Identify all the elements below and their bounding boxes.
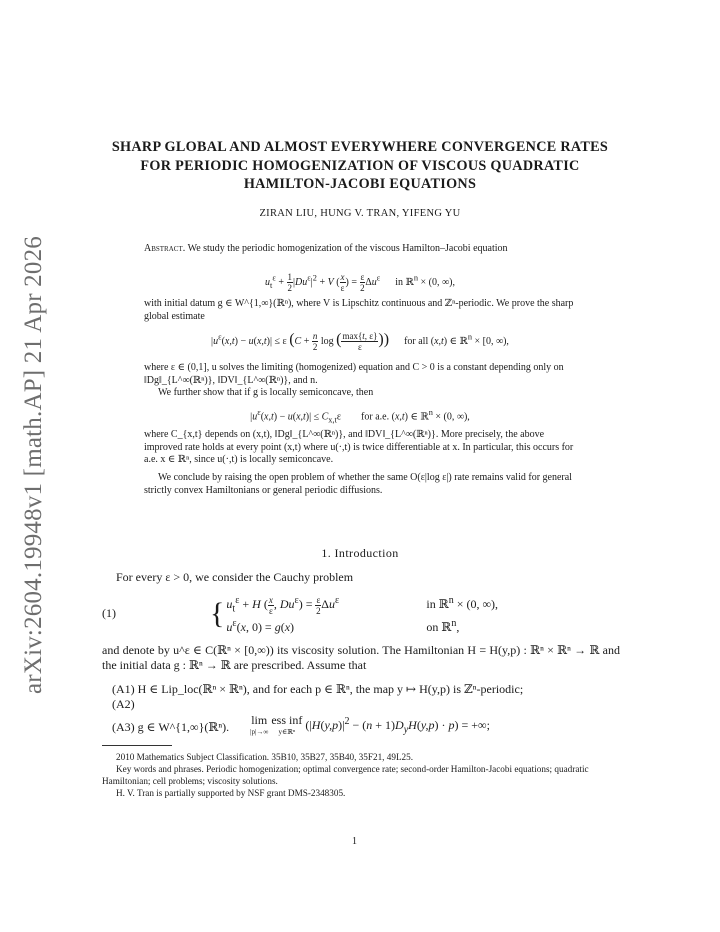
abstract-label: Abstract. [144, 243, 186, 254]
footnote-support: H. V. Tran is partially supported by NSF grant DMS-2348305. [116, 788, 346, 798]
abstract-eq-1: $u_t^\varepsilon$ + $\frac{1}{2}$ $|Du^\varepsilon|^2 + V$ ( $\frac{x}{\varepsilon}$ ) = $\frac{\varepsilon}{2}$ $\Delta u^\varepsilon$ in ℝ$^n$ × (0, ∞), [265, 272, 455, 293]
section-heading: 1. Introduction [321, 546, 399, 560]
abstract-eq-2: $|u^\varepsilon(x,t) - u(x,t)| \le \varepsilon$ (C + $\frac{n}{2}$ log ( $\frac{\max\{t, \varepsilon\}}{\varepsilon}$ )) for all (x,t) ∈ ℝ$^n$ × [0, ∞), [211, 331, 509, 353]
intro-para-1: For every ε > 0, we consider the Cauchy problem [116, 570, 354, 584]
abstract-para-1c: where ε ∈ (0,1], u solves the limiting (homogenized) equation and C > 0 is a constant depending only on ‖Dg‖_{L^∞(ℝⁿ)}, ‖DV‖_{L^∞(ℝⁿ)}, and n. [144, 362, 564, 386]
assumption-a1: (A1) H ∈ Lip_loc(ℝⁿ × ℝⁿ), and for each p ∈ ℝⁿ, the map y ↦ H(y,p) is ℤⁿ-periodic; [112, 682, 524, 696]
equation-label: (1) [102, 606, 116, 620]
abstract-para-2a: We further show that if g is locally semiconcave, then [158, 387, 374, 398]
arxiv-stamp: arXiv:2604.19948v1 [math.AP] 21 Apr 2026 [20, 236, 47, 694]
abstract-para-1b: with initial datum g ∈ W^{1,∞}(ℝⁿ), where V is Lipschitz continuous and ℤⁿ-periodic. We prove the sharp global estimate [144, 298, 574, 322]
assumption-a2: (A2) [112, 697, 135, 711]
abstract-para-1a: Abstract. We study the periodic homogenization of the viscous Hamilton–Jacobi equation [144, 243, 508, 254]
paper-title: SHARP GLOBAL AND ALMOST EVERYWHERE CONVERGENCE RATES FOR PERIODIC HOMOGENIZATION OF VISCOUS QUADRATIC HAMILTON-JACOBI EQUATIONS [111, 139, 609, 192]
footnote-msc: 2010 Mathematics Subject Classification. 35B10, 35B27, 35B40, 35F21, 49L25. [116, 752, 414, 762]
abstract-para-3: We conclude by raising the open problem of whether the same O(ε|log ε|) rate remains valid for general strictly convex Hamiltonians or general periodic diffusions. [144, 472, 572, 496]
footnote-rule [102, 745, 172, 746]
assumption-a3: (A3) g ∈ W^{1,∞}(ℝⁿ). [112, 720, 230, 734]
abstract-para-2b: where C_{x,t} depends on (x,t), ‖Dg‖_{L^∞(ℝⁿ)}, and ‖DV‖_{L^∞(ℝⁿ)}. More precisely, the above improved rate holds at every point (x,t) where u(·,t) is twice differentiable at x. In particular, this occurs for a.e. x ∈ ℝⁿ, since u(·,t) is locally semiconcave. [144, 429, 574, 465]
footnote-keywords: Key words and phrases. Periodic homogenization; optimal convergence rate; second-order Hamilton-Jacobi equations; quadratic Hamiltonian; cell problems; viscosity solutions. [102, 764, 589, 786]
intro-para-2: and denote by u^ε ∈ C(ℝⁿ × [0,∞)) its viscosity solution. The Hamiltonian H = H(y,p) : ℝⁿ × ℝⁿ → ℝ and the initial data g : ℝⁿ → ℝ are prescribed. Assume that [102, 643, 620, 672]
abstract-eq-3: $|u^\varepsilon(x,t) - u(x,t)| \le C_{x,t}\varepsilon$ for a.e. (x,t) ∈ ℝ$^n$ × (0, ∞), [250, 408, 470, 425]
cauchy-problem: { $u_t^\varepsilon + H$ ( $\frac{x}{\varepsilon}$ , $Du^\varepsilon$) = $\frac{\varepsilon}{2}$ $\Delta u^\varepsilon$ in ℝ$^n$ × (0, ∞), $u^\varepsilon(x$, 0) = g(x) on ℝ$^n$, [210, 594, 499, 634]
page-number: 1 [352, 836, 357, 847]
assumption-a2-equation: lim |p|→∞ ess inf y∈ℝⁿ $(|H(y,p)|^2 - (n + 1)D_yH(y,p) \cdot p)$ = +∞; [250, 713, 490, 736]
paper-authors: ZIRAN LIU, HUNG V. TRAN, YIFENG YU [259, 208, 461, 219]
